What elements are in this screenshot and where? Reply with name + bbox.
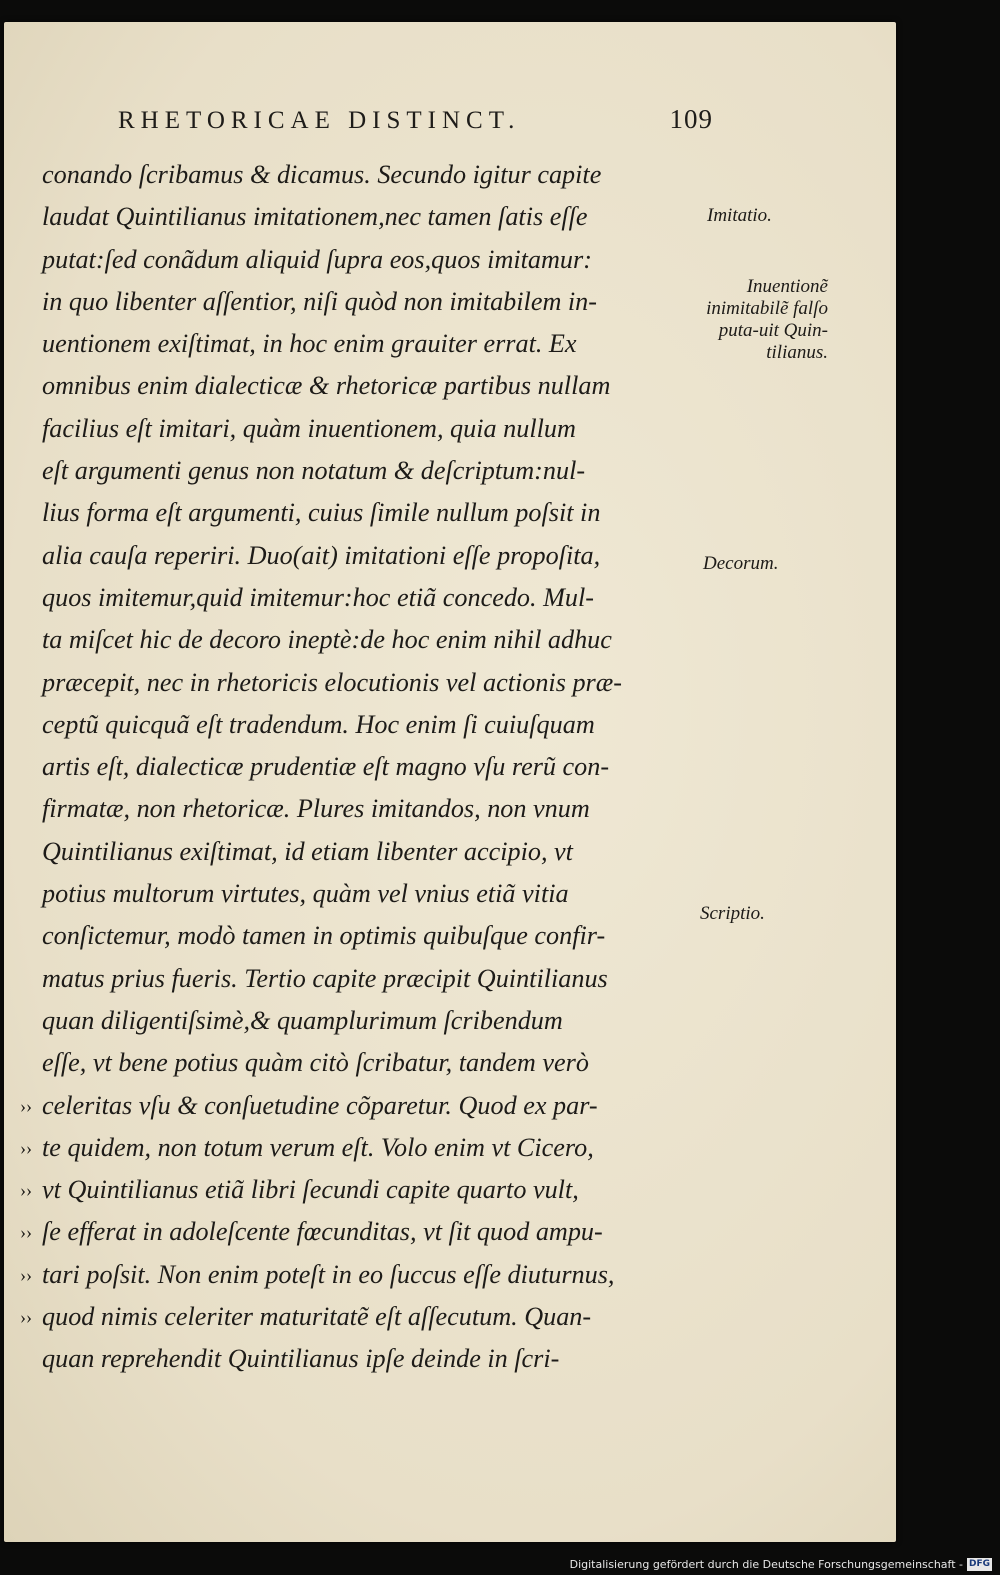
line-text: putat:ſed conãdum aliquid ſupra eos,quos imitamur: bbox=[42, 244, 592, 274]
text-line bbox=[42, 365, 702, 407]
page-header bbox=[118, 104, 713, 135]
marginal-note: Imitatio. bbox=[707, 205, 772, 226]
line-text: alia cauſa reperiri. Duo(ait) imitationi eſſe propoſita, bbox=[42, 540, 601, 570]
line-text: eſt argumenti genus non notatum & deſcriptum:nul- bbox=[42, 456, 586, 486]
text-line bbox=[42, 958, 702, 1000]
text-line bbox=[42, 788, 702, 830]
line-text: uentionem exiſtimat, in hoc enim grauiter errat. Ex bbox=[42, 329, 577, 359]
line-text: Quintilianus exiſtimat, id etiam libenter accipio, vt bbox=[42, 836, 573, 866]
text-line bbox=[42, 450, 702, 492]
page-number: 109 bbox=[669, 104, 713, 134]
line-text: lius forma eſt argumenti, cuius ſimile nullum poſsit in bbox=[42, 498, 601, 528]
line-text: firmatæ, non rhetoricæ. Plures imitandos, non vnum bbox=[42, 794, 590, 824]
line-text: quan reprehendit Quintilianus ipſe deinde in ſcri- bbox=[42, 1344, 560, 1374]
text-line bbox=[42, 281, 702, 323]
dfg-credit bbox=[570, 1558, 992, 1571]
text-line bbox=[42, 873, 702, 915]
line-text: ſe efferat in adoleſcente fœcunditas, vt ſit quod ampu- bbox=[42, 1217, 603, 1247]
line-text: vt Quintilianus etiã libri ſecundi capite quarto vult, bbox=[42, 1175, 579, 1205]
line-text: præcepit, nec in rhetoricis elocutionis vel actionis præ- bbox=[42, 667, 622, 697]
line-text: ta miſcet hic de decoro ineptè:de hoc enim nihil adhuc bbox=[42, 625, 612, 655]
text-line bbox=[42, 408, 702, 450]
text-line bbox=[42, 915, 702, 957]
line-text: quos imitemur,quid imitemur:hoc etiã concedo. Mul- bbox=[42, 582, 595, 612]
text-line bbox=[42, 239, 702, 281]
text-line bbox=[20, 1211, 702, 1253]
text-line bbox=[42, 492, 702, 534]
line-text: in quo libenter aſſentior, niſi quòd non imitabilem in- bbox=[42, 286, 597, 316]
dfg-logo: DFG bbox=[968, 1559, 990, 1569]
line-text: conſictemur, modò tamen in optimis quibuſque confir- bbox=[42, 921, 606, 951]
line-text: matus prius fueris. Tertio capite præcipit Quintilianus bbox=[42, 963, 608, 993]
line-text: laudat Quintilianus imitationem,nec tamen ſatis eſſe bbox=[42, 202, 588, 232]
text-line bbox=[42, 1000, 702, 1042]
text-line bbox=[42, 619, 702, 661]
text-line bbox=[42, 746, 702, 788]
marginal-note: Scriptio. bbox=[700, 903, 765, 924]
text-line bbox=[42, 577, 702, 619]
marginal-note: Decorum. bbox=[703, 553, 779, 574]
quotation-marker: ›› bbox=[20, 1137, 32, 1158]
text-line bbox=[20, 1127, 702, 1169]
text-line bbox=[42, 196, 702, 238]
text-line bbox=[20, 1296, 702, 1338]
quotation-marker: ›› bbox=[20, 1264, 32, 1285]
quotation-marker: ›› bbox=[20, 1222, 32, 1243]
text-line bbox=[42, 831, 702, 873]
text-line bbox=[20, 1254, 702, 1296]
text-line bbox=[42, 704, 702, 746]
quotation-marker: ›› bbox=[20, 1180, 32, 1201]
text-line bbox=[42, 662, 702, 704]
text-line bbox=[20, 1169, 702, 1211]
line-text: te quidem, non totum verum eſt. Volo enim vt Cicero, bbox=[42, 1132, 594, 1162]
quotation-marker: ›› bbox=[20, 1095, 32, 1116]
text-line bbox=[42, 1042, 702, 1084]
text-line bbox=[42, 154, 702, 196]
text-line bbox=[42, 1338, 702, 1380]
marginal-note: Inuentionẽ inimitabilẽ falſo puta-uit Quin-tilianus. bbox=[706, 276, 828, 363]
line-text: ceptũ quicquã eſt tradendum. Hoc enim ſi cuiuſquam bbox=[42, 709, 595, 739]
text-line bbox=[42, 323, 702, 365]
line-text: artis eſt, dialecticæ prudentiæ eſt magno vſu rerũ con- bbox=[42, 752, 610, 782]
credit-text: Digitalisierung gefördert durch die Deutsche Forschungsgemeinschaft - bbox=[569, 1558, 963, 1571]
text-line bbox=[42, 535, 702, 577]
main-text-block bbox=[20, 154, 702, 1381]
line-text: omnibus enim dialecticæ & rhetoricæ partibus nullam bbox=[42, 371, 611, 401]
line-text: tari poſsit. Non enim poteſt in eo ſuccus eſſe diuturnus, bbox=[42, 1259, 615, 1289]
line-text: eſſe, vt bene potius quàm citò ſcribatur, tandem verò bbox=[42, 1048, 589, 1078]
line-text: quan diligentiſsimè,& quamplurimum ſcribendum bbox=[42, 1005, 563, 1035]
text-line bbox=[20, 1085, 702, 1127]
line-text: celeritas vſu & conſuetudine cõparetur. Quod ex par- bbox=[42, 1090, 598, 1120]
running-title: RHETORICAE DISTINCT. bbox=[118, 107, 521, 134]
line-text: quod nimis celeriter maturitatẽ eſt aſſecutum. Quan- bbox=[42, 1302, 592, 1332]
quotation-marker: ›› bbox=[20, 1307, 32, 1328]
line-text: potius multorum virtutes, quàm vel vnius etiã vitia bbox=[42, 879, 569, 909]
line-text: conando ſcribamus & dicamus. Secundo igitur capite bbox=[42, 160, 602, 189]
line-text: facilius eſt imitari, quàm inuentionem, quia nullum bbox=[42, 413, 576, 443]
